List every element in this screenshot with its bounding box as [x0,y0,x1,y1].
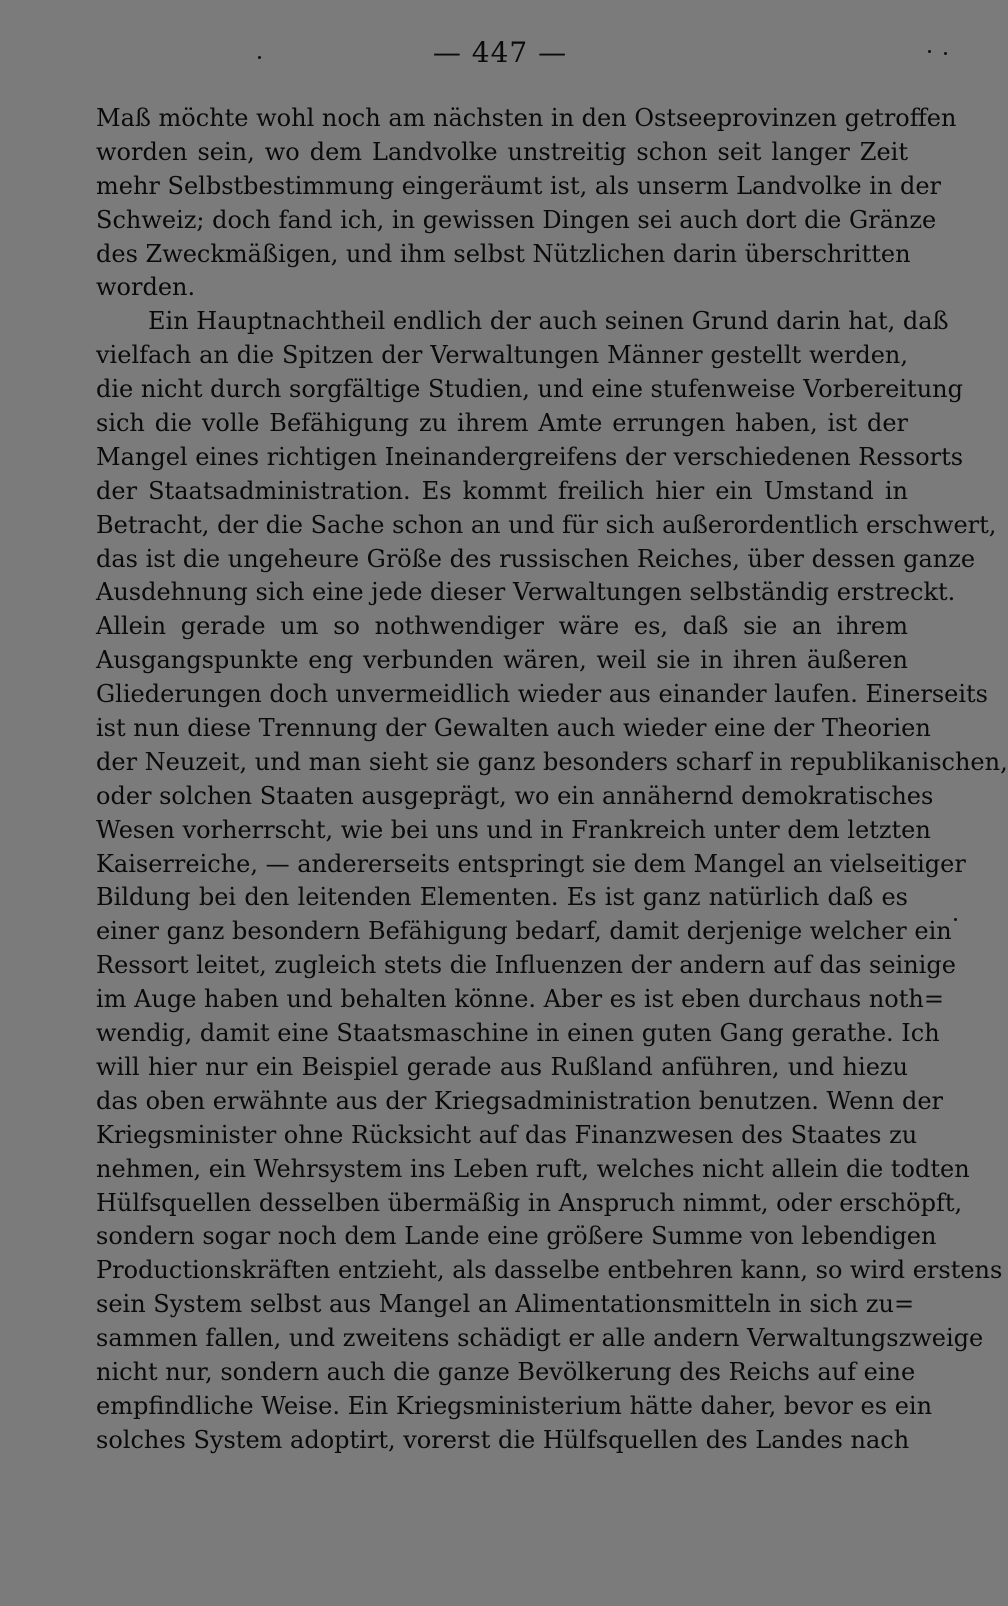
text-line: vielfach an die Spitzen der Verwaltungen Männer gestellt werden, [96,341,908,370]
text-line: Ein Hauptnachtheil endlich der auch seinen Grund darin hat, daß [148,307,949,336]
text-line: nehmen, ein Wehrsystem ins Leben ruft, welches nicht allein die todten [96,1154,970,1183]
ink-speck [928,50,931,53]
text-line: ist nun diese Trennung der Gewalten auch wieder eine der Theorien [96,714,931,743]
text-line: wendig, damit eine Staatsmaschine in einen guten Gang gerathe. Ich [96,1019,940,1048]
page-number: — 447 — [432,36,568,69]
text-line: nicht nur, sondern auch die ganze Bevölkerung des Reichs auf eine [96,1357,916,1386]
text-line: Wesen vorherrscht, wie bei uns und in Frankreich unter dem letzten [96,815,931,844]
text-line: Ausgangspunkte eng verbunden wären, weil sie in ihren äußeren [96,646,908,675]
ink-speck [944,52,947,55]
text-line: Allein gerade um so nothwendiger wäre es, daß sie an ihrem [96,612,908,641]
text-line: sein System selbst aus Mangel an Alimentationsmitteln in sich zu= [96,1290,915,1319]
text-line: sondern sogar noch dem Lande eine größere Summe von lebendigen [96,1222,937,1251]
text-line: das ist die ungeheure Größe des russischen Reiches, über dessen ganze [96,544,976,573]
text-line: einer ganz besondern Befähigung bedarf, damit derjenige welcher ein [96,917,952,946]
text-line: die nicht durch sorgfältige Studien, und eine stufenweise Vorbereitung [96,375,963,404]
text-line: Kaiserreiche, — andererseits entspringt sie dem Mangel an vielseitiger [96,849,966,878]
text-line: mehr Selbstbestimmung eingeräumt ist, als unserm Landvolke in der [96,171,942,200]
text-line: Maß möchte wohl noch am nächsten in den Ostseeprovinzen getroffen [96,104,957,132]
text-line: der Staatsadministration. Es kommt freilich hier ein Umstand in [96,476,908,505]
text-line: Productionskräften entzieht, als dasselbe entbehren kann, so wird erstens [96,1256,1003,1285]
text-line: empfindliche Weise. Ein Kriegsministerium hätte daher, bevor es ein [96,1391,933,1420]
text-line: Ausdehnung sich eine jede dieser Verwaltungen selbständig erstreckt. [96,578,956,607]
text-line: Kriegsminister ohne Rücksicht auf das Finanzwesen des Staates zu [96,1120,918,1149]
text-line: Mangel eines richtigen Ineinandergreifens der verschiedenen Ressorts [96,442,964,471]
text-line: oder solchen Staaten ausgeprägt, wo ein annähernd demokratisches [96,781,934,810]
text-line: sich die volle Befähigung zu ihrem Amte errungen haben, ist der [96,409,908,438]
text-line: Hülfsquellen desselben übermäßig in Anspruch nimmt, oder erschöpft, [96,1188,963,1217]
text-line: Gliederungen doch unvermeidlich wieder aus einander laufen. Einerseits [96,680,988,709]
text-line: im Auge haben und behalten könne. Aber es ist eben durchaus noth= [96,985,944,1014]
text-line: Schweiz; doch fand ich, in gewissen Dingen sei auch dort die Gränze [96,205,937,234]
text-line: das oben erwähnte aus der Kriegsadministration benutzen. Wenn der [96,1086,943,1115]
text-line: des Zweckmäßigen, und ihm selbst Nützlichen darin überschritten [96,239,911,268]
text-line: Bildung bei den leitenden Elementen. Es ist ganz natürlich daß es [96,883,908,912]
ink-speck [258,56,261,59]
text-line: der Neuzeit, und man sieht sie ganz besonders scharf in republikanischen, [96,747,1008,776]
text-line: Betracht, der die Sache schon an und für sich außerordentlich erschwert, [96,510,997,539]
ink-speck [954,918,957,921]
text-line: worden sein, wo dem Landvolke unstreitig schon seit langer Zeit [96,137,908,166]
text-line: solches System adoptirt, vorerst die Hülfsquellen des Landes nach [96,1425,910,1454]
text-line: worden. [96,273,196,302]
body-text [96,102,1008,1458]
text-line: sammen fallen, und zweitens schädigt er alle andern Verwaltungszweige [96,1324,984,1353]
text-line: Ressort leitet, zugleich stets die Influenzen der andern auf das seinige [96,951,956,980]
text-line: will hier nur ein Beispiel gerade aus Rußland anführen, und hiezu [96,1052,908,1081]
